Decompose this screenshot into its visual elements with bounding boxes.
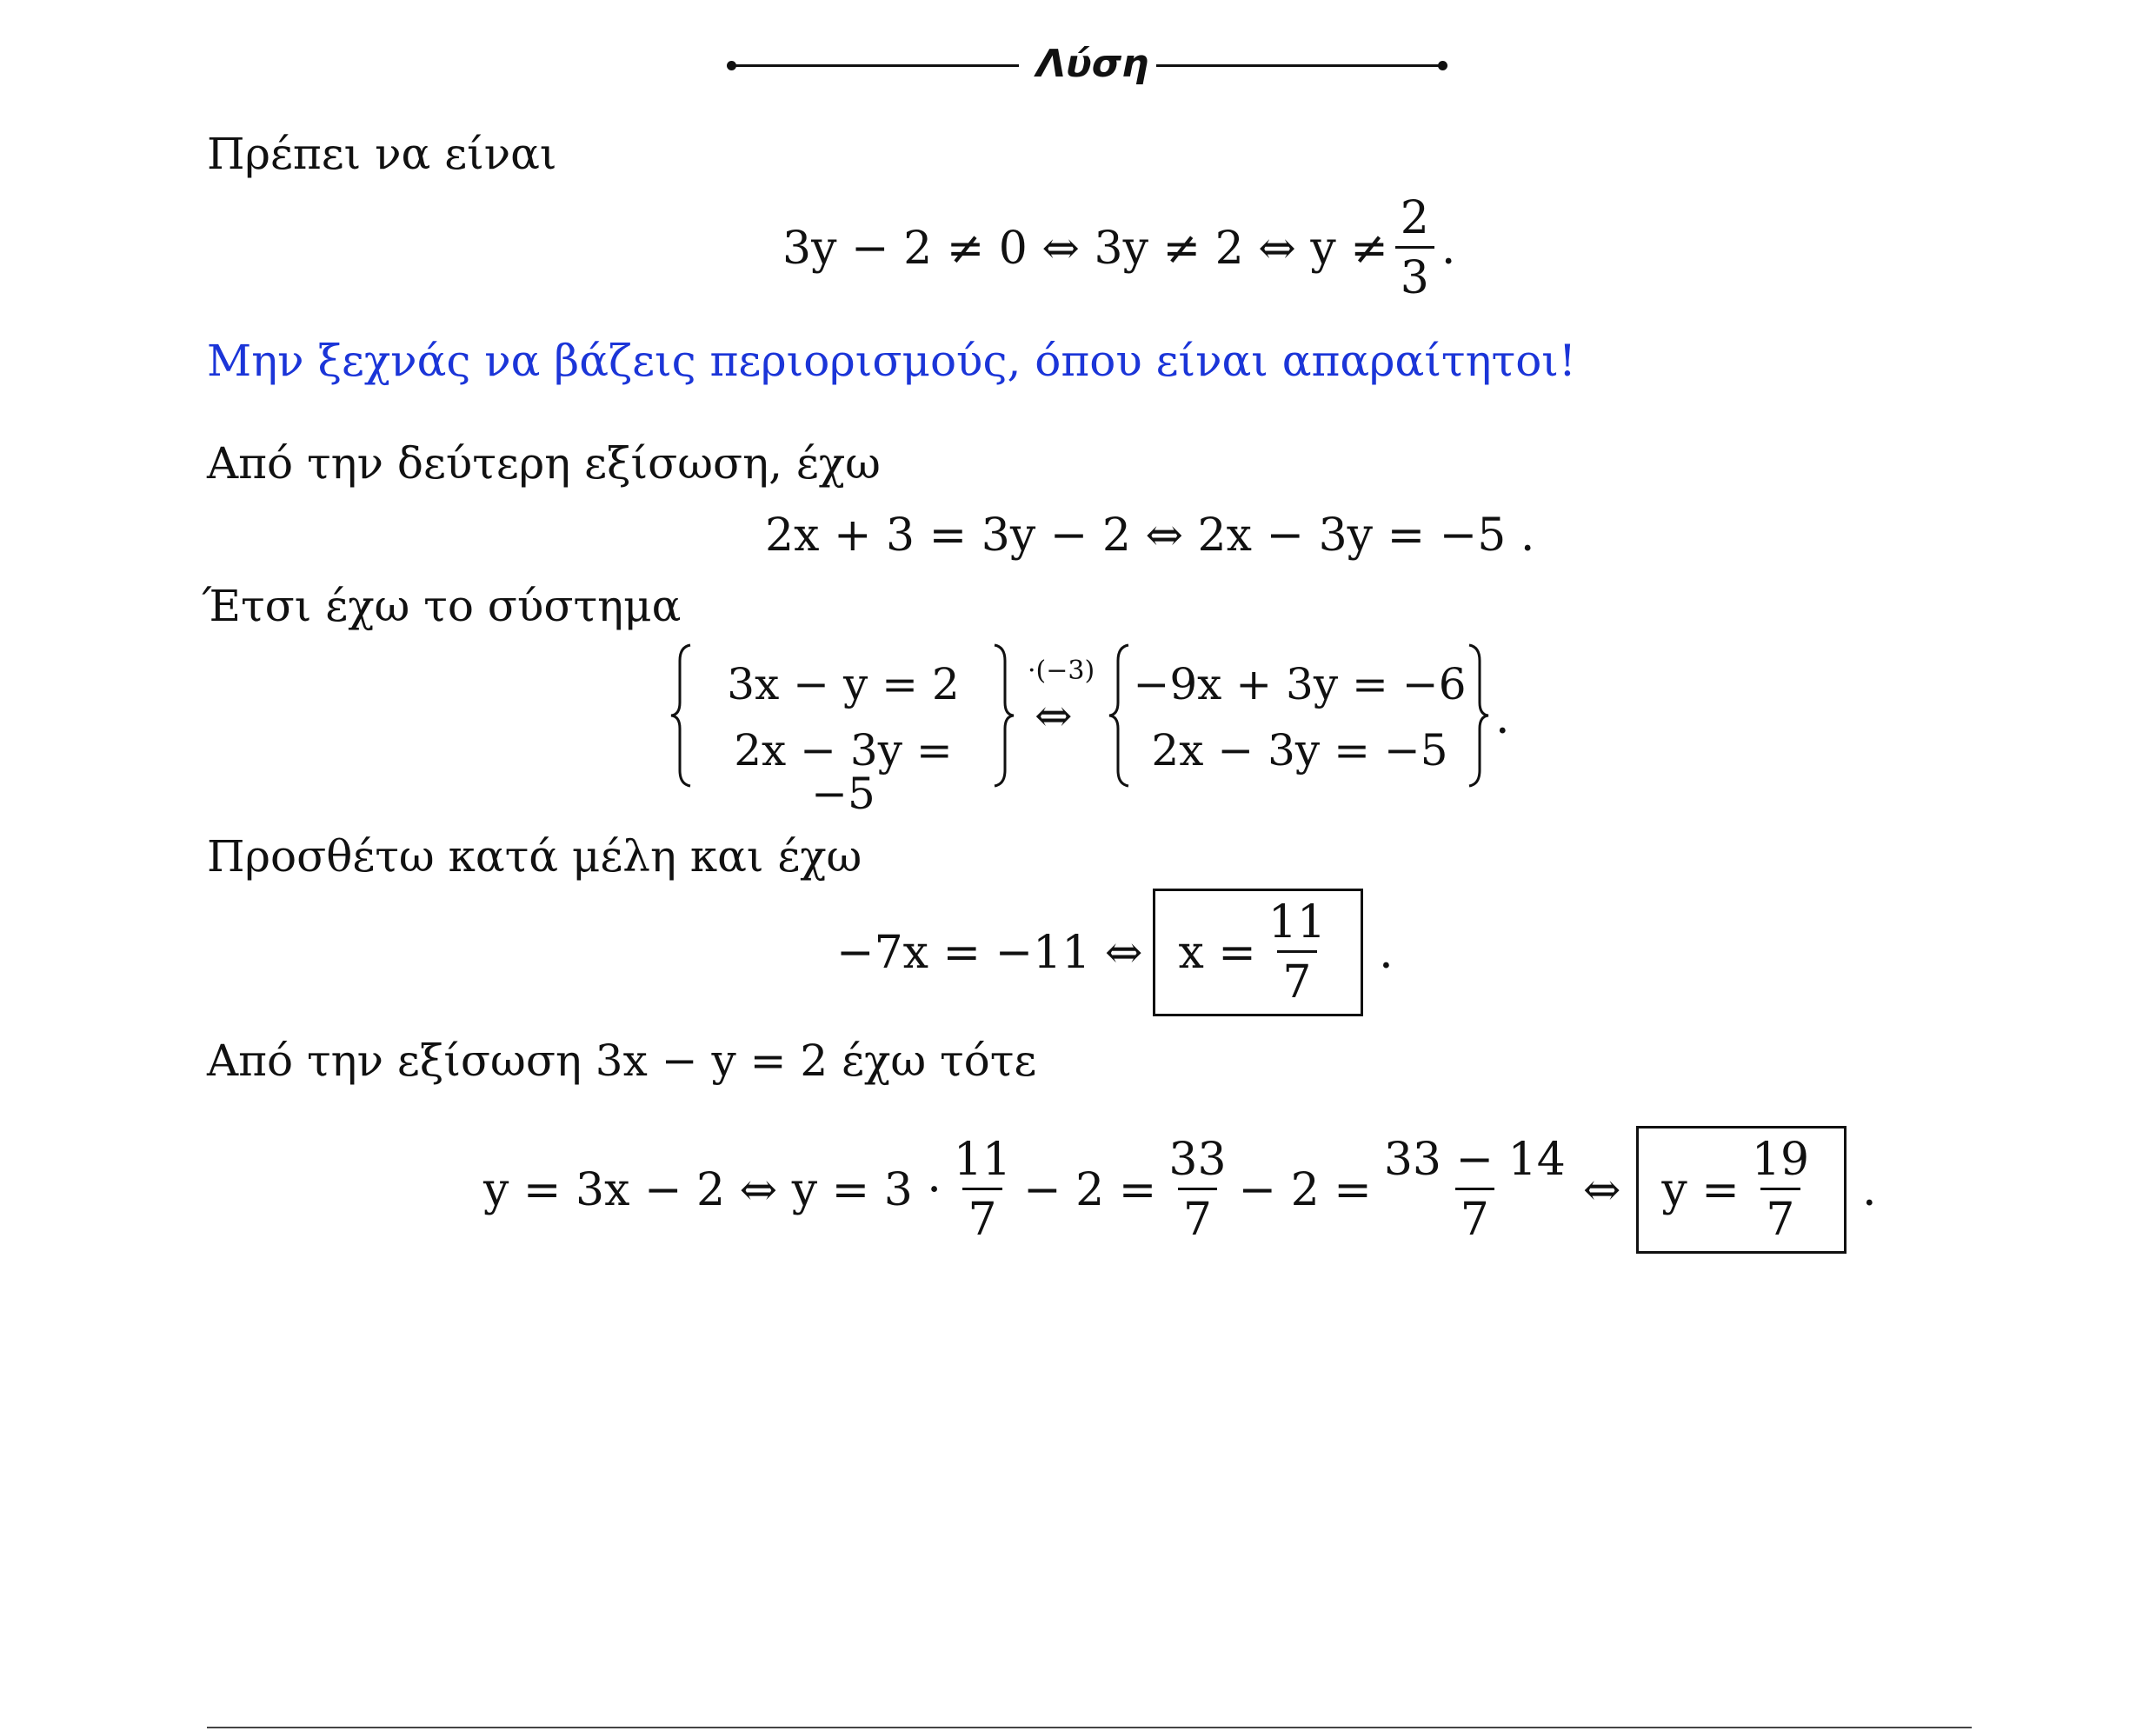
fraction-eleven-sevenths xyxy=(948,1134,1016,1246)
fraction-thirtythree-sevenths xyxy=(1163,1134,1231,1246)
fraction-denominator: 7 xyxy=(962,1188,1001,1242)
system-equivalence-arrow: ⇔ xyxy=(1035,690,1073,742)
right-system-open-brace xyxy=(1106,642,1132,789)
fraction-difference-sevenths xyxy=(1379,1134,1571,1246)
left-system-eq2: 2x − 3y = −5 xyxy=(734,725,953,819)
fraction-denominator: 7 xyxy=(1178,1188,1217,1242)
paragraph-add: Προσθέτω κατά μέλη και έχω xyxy=(207,831,862,882)
left-system-open-brace xyxy=(668,642,694,789)
paragraph-second-equation: Από την δεύτερη εξίσωση, έχω xyxy=(207,438,881,489)
equation-x-solution xyxy=(836,889,1394,1016)
left-system-close-brace xyxy=(991,642,1017,789)
equation-y-part-d: ⇔ xyxy=(1582,1163,1621,1216)
fraction-eleven-sevenths xyxy=(1263,896,1331,1009)
heading-rule-left xyxy=(732,64,1019,67)
fraction-numerator: 33 − 14 xyxy=(1383,1134,1566,1186)
heading-rule-right xyxy=(1156,64,1443,67)
equation-end-period: . xyxy=(1441,222,1456,275)
heading-title: Λύση xyxy=(1036,42,1149,86)
fraction-denominator: 3 xyxy=(1395,246,1434,301)
equation-end-period: . xyxy=(1862,1163,1877,1216)
fraction-numerator: 2 xyxy=(1400,192,1429,244)
system-end-period: . xyxy=(1495,692,1510,744)
paragraph-system: Έτσι έχω το σύστημα xyxy=(202,581,682,631)
left-system-eq1: 3x − y = 2 xyxy=(727,659,960,709)
system-operation-label: ·(−3) xyxy=(1028,656,1095,686)
equation-restriction-lhs: 3y − 2 ≠ 0 ⇔ 3y ≠ 2 ⇔ y ≠ xyxy=(782,222,1388,275)
boxed-x-lhs: x = xyxy=(1178,926,1256,979)
reminder-note: Μην ξεχνάς να βάζεις περιορισμούς, όπου είναι απαραίτητοι! xyxy=(207,336,1576,386)
equation-end-period: . xyxy=(1379,926,1394,979)
fraction-nineteen-sevenths xyxy=(1747,1134,1814,1246)
heading-rule-right-dot xyxy=(1438,61,1447,70)
right-system-close-brace xyxy=(1466,642,1492,789)
equation-y-solution xyxy=(483,1126,1877,1254)
equation-y-part-b: − 2 = xyxy=(1023,1163,1157,1216)
equation-y-part-c: − 2 = xyxy=(1238,1163,1372,1216)
right-system-eq1: −9x + 3y = −6 xyxy=(1133,659,1467,709)
fraction-two-thirds xyxy=(1395,192,1434,304)
boxed-y-lhs: y = xyxy=(1661,1163,1740,1216)
fraction-numerator: 11 xyxy=(1268,896,1327,949)
boxed-x-result xyxy=(1153,889,1363,1016)
right-system-eq2: 2x − 3y = −5 xyxy=(1151,725,1448,776)
fraction-denominator: 7 xyxy=(1760,1188,1800,1242)
fraction-numerator: 11 xyxy=(953,1134,1012,1186)
paragraph-condition: Πρέπει να είναι xyxy=(207,129,557,179)
equation-second: 2x + 3 = 3y − 2 ⇔ 2x − 3y = −5 . xyxy=(765,509,1535,562)
boxed-y-result xyxy=(1636,1126,1847,1254)
fraction-numerator: 33 xyxy=(1168,1134,1227,1186)
equation-x-lhs: −7x = −11 ⇔ xyxy=(836,926,1143,979)
equation-restriction xyxy=(782,192,1456,304)
fraction-denominator: 7 xyxy=(1277,950,1316,1005)
footer-rule xyxy=(207,1727,1972,1728)
paragraph-substitute: Από την εξίσωση 3x − y = 2 έχω τότε xyxy=(207,1035,1037,1086)
fraction-numerator: 19 xyxy=(1751,1134,1810,1186)
equation-y-part-a: y = 3x − 2 ⇔ y = 3 · xyxy=(483,1163,942,1216)
fraction-denominator: 7 xyxy=(1455,1188,1494,1242)
